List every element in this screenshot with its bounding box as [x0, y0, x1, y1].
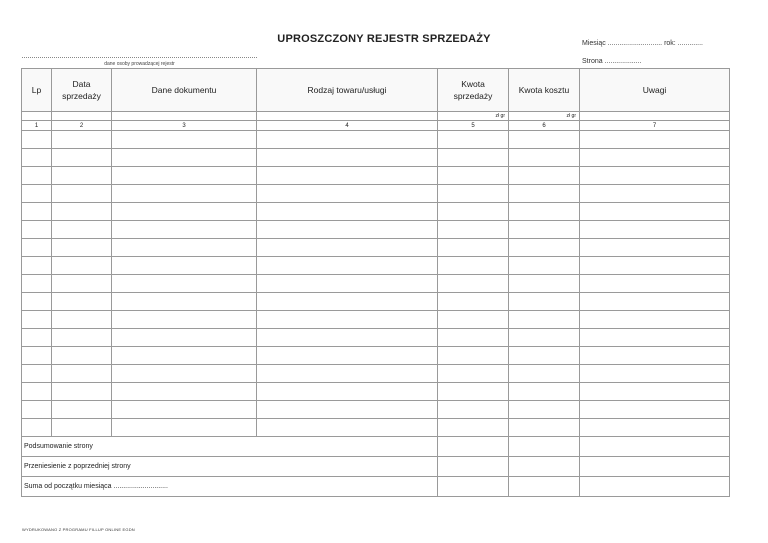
table-row [22, 383, 730, 401]
col-header-notes: Uwagi [580, 69, 730, 112]
table-row [22, 311, 730, 329]
col-header-date-line1: Data [72, 79, 91, 89]
entry-rows [22, 131, 730, 437]
entry-cell[interactable] [22, 221, 52, 239]
entry-cell[interactable] [580, 329, 730, 347]
entry-cell[interactable] [438, 203, 509, 221]
entry-cell[interactable] [22, 239, 52, 257]
entry-cell[interactable] [580, 149, 730, 167]
entry-cell[interactable] [112, 293, 257, 311]
entry-cell[interactable] [580, 293, 730, 311]
entry-cell[interactable] [52, 383, 112, 401]
entry-cell[interactable] [509, 401, 580, 419]
entry-cell[interactable] [509, 131, 580, 149]
entry-cell[interactable] [52, 311, 112, 329]
entry-cell[interactable] [438, 167, 509, 185]
entry-cell[interactable] [257, 131, 438, 149]
table-row [22, 257, 730, 275]
entry-cell[interactable] [52, 203, 112, 221]
entry-cell[interactable] [22, 131, 52, 149]
entry-cell[interactable] [580, 347, 730, 365]
entry-cell[interactable] [52, 293, 112, 311]
entry-cell[interactable] [257, 365, 438, 383]
unit-cell [52, 112, 112, 121]
entry-cell[interactable] [112, 365, 257, 383]
entry-cell[interactable] [52, 131, 112, 149]
unit-cell [580, 112, 730, 121]
entry-cell[interactable] [257, 293, 438, 311]
summary-label-month: Suma od początku miesiąca ............................ [22, 477, 438, 497]
entry-cell[interactable] [509, 257, 580, 275]
entry-cell[interactable] [257, 239, 438, 257]
summary-amount-cell[interactable] [438, 477, 509, 497]
column-number: 2 [52, 121, 112, 131]
entry-cell[interactable] [112, 329, 257, 347]
column-number: 3 [112, 121, 257, 131]
entry-cell[interactable] [257, 257, 438, 275]
summary-cost-cell[interactable] [509, 437, 580, 457]
entry-cell[interactable] [580, 221, 730, 239]
entry-cell[interactable] [509, 419, 580, 437]
entry-cell[interactable] [509, 149, 580, 167]
summary-row-page [22, 437, 730, 457]
table-row [22, 203, 730, 221]
entry-cell[interactable] [52, 239, 112, 257]
entry-cell[interactable] [112, 419, 257, 437]
entry-cell[interactable] [580, 239, 730, 257]
summary-amount-cell[interactable] [438, 437, 509, 457]
summary-label-page: Podsumowanie strony [22, 437, 438, 457]
col-header-amount [438, 69, 509, 112]
document-title: UPROSZCZONY REJESTR SPRZEDAŻY [277, 33, 491, 45]
table-row [22, 185, 730, 203]
table-row [22, 221, 730, 239]
table-row [22, 131, 730, 149]
entry-cell[interactable] [580, 257, 730, 275]
entry-cell[interactable] [438, 149, 509, 167]
entry-cell[interactable] [22, 185, 52, 203]
entry-cell[interactable] [580, 275, 730, 293]
entry-cell[interactable] [52, 221, 112, 239]
entry-cell[interactable] [257, 167, 438, 185]
entry-cell[interactable] [509, 365, 580, 383]
entry-cell[interactable] [22, 167, 52, 185]
entry-cell[interactable] [22, 401, 52, 419]
footer-note: WYDRUKOWANO Z PROGRAMU FILLUP ONLINE EGDN [22, 527, 135, 532]
unit-row [22, 112, 730, 121]
entry-cell[interactable] [112, 149, 257, 167]
entry-cell[interactable] [22, 275, 52, 293]
entry-cell[interactable] [257, 329, 438, 347]
entry-cell[interactable] [580, 365, 730, 383]
table-row [22, 149, 730, 167]
entry-cell[interactable] [438, 221, 509, 239]
unit-label-amount: zł gr [438, 112, 509, 121]
column-number-row [22, 121, 730, 131]
entry-cell[interactable] [22, 419, 52, 437]
entry-cell[interactable] [438, 329, 509, 347]
entry-cell[interactable] [509, 311, 580, 329]
entry-cell[interactable] [112, 401, 257, 419]
unit-cell [112, 112, 257, 121]
table-row [22, 239, 730, 257]
entry-cell[interactable] [509, 185, 580, 203]
entry-cell[interactable] [257, 203, 438, 221]
entry-cell[interactable] [438, 275, 509, 293]
entry-cell[interactable] [509, 221, 580, 239]
month-year-field[interactable]: Miesiąc ............................ rok: ............. [582, 40, 703, 47]
table-row [22, 419, 730, 437]
entry-cell[interactable] [52, 419, 112, 437]
entry-cell[interactable] [257, 419, 438, 437]
entry-cell[interactable] [22, 149, 52, 167]
header-row [22, 69, 730, 112]
entry-cell[interactable] [112, 311, 257, 329]
table-row [22, 329, 730, 347]
col-header-lp: Lp [22, 69, 52, 112]
summary-label-carried: Przeniesienie z poprzedniej strony [22, 457, 438, 477]
col-header-amount-line2: sprzedaży [453, 91, 493, 101]
entry-cell[interactable] [438, 185, 509, 203]
col-header-cost: Kwota kosztu [509, 69, 580, 112]
unit-label-cost: zł gr [509, 112, 580, 121]
summary-cost-cell[interactable] [509, 457, 580, 477]
unit-cell [22, 112, 52, 121]
entry-cell[interactable] [509, 347, 580, 365]
table-row [22, 347, 730, 365]
entry-cell[interactable] [22, 257, 52, 275]
table-row [22, 401, 730, 419]
column-number: 6 [509, 121, 580, 131]
entry-cell[interactable] [509, 275, 580, 293]
table-row [22, 167, 730, 185]
seller-data-line[interactable] [22, 57, 257, 58]
sales-register-table [21, 68, 730, 497]
col-header-goods: Rodzaj towaru/usługi [257, 69, 438, 112]
entry-cell[interactable] [22, 311, 52, 329]
table-row [22, 365, 730, 383]
entry-cell[interactable] [112, 383, 257, 401]
entry-cell[interactable] [580, 419, 730, 437]
entry-cell[interactable] [438, 365, 509, 383]
entry-cell[interactable] [112, 131, 257, 149]
col-header-document: Dane dokumentu [112, 69, 257, 112]
entry-cell[interactable] [22, 365, 52, 383]
entry-cell[interactable] [438, 311, 509, 329]
entry-cell[interactable] [257, 347, 438, 365]
entry-cell[interactable] [52, 347, 112, 365]
entry-cell[interactable] [257, 185, 438, 203]
entry-cell[interactable] [580, 131, 730, 149]
entry-cell[interactable] [52, 275, 112, 293]
entry-cell[interactable] [438, 383, 509, 401]
entry-cell[interactable] [509, 167, 580, 185]
entry-cell[interactable] [52, 185, 112, 203]
entry-cell[interactable] [438, 293, 509, 311]
entry-cell[interactable] [112, 347, 257, 365]
summary-row-carried [22, 457, 730, 477]
entry-cell[interactable] [438, 257, 509, 275]
entry-cell[interactable] [112, 239, 257, 257]
entry-cell[interactable] [52, 365, 112, 383]
summary-notes-cell[interactable] [580, 437, 730, 457]
entry-cell[interactable] [257, 221, 438, 239]
entry-cell[interactable] [438, 131, 509, 149]
entry-cell[interactable] [112, 221, 257, 239]
entry-cell[interactable] [52, 167, 112, 185]
entry-cell[interactable] [257, 401, 438, 419]
entry-cell[interactable] [52, 149, 112, 167]
entry-cell[interactable] [580, 203, 730, 221]
summary-row-month [22, 477, 730, 497]
col-header-date-line2: sprzedaży [62, 91, 101, 101]
entry-cell[interactable] [112, 203, 257, 221]
entry-cell[interactable] [257, 311, 438, 329]
summary-notes-cell[interactable] [580, 457, 730, 477]
entry-cell[interactable] [22, 347, 52, 365]
entry-cell[interactable] [438, 419, 509, 437]
entry-cell[interactable] [52, 401, 112, 419]
entry-cell[interactable] [52, 329, 112, 347]
summary-amount-cell[interactable] [438, 457, 509, 477]
entry-cell[interactable] [580, 311, 730, 329]
entry-cell[interactable] [509, 239, 580, 257]
entry-cell[interactable] [257, 383, 438, 401]
seller-data-label: dane osoby prowadzącej rejestr [104, 61, 175, 67]
table-row [22, 293, 730, 311]
column-number: 4 [257, 121, 438, 131]
col-header-amount-line1: Kwota [461, 79, 485, 89]
entry-cell[interactable] [112, 257, 257, 275]
entry-cell[interactable] [22, 293, 52, 311]
unit-cell [257, 112, 438, 121]
column-number: 1 [22, 121, 52, 131]
summary-cost-cell[interactable] [509, 477, 580, 497]
column-number: 7 [580, 121, 730, 131]
entry-cell[interactable] [438, 239, 509, 257]
entry-cell[interactable] [112, 275, 257, 293]
summary-notes-cell[interactable] [580, 477, 730, 497]
entry-cell[interactable] [22, 329, 52, 347]
entry-cell[interactable] [509, 329, 580, 347]
entry-cell[interactable] [580, 383, 730, 401]
col-header-date [52, 69, 112, 112]
entry-cell[interactable] [438, 401, 509, 419]
entry-cell[interactable] [509, 293, 580, 311]
entry-cell[interactable] [22, 203, 52, 221]
page-number-field[interactable]: Strona ................... [582, 58, 642, 65]
entry-cell[interactable] [22, 383, 52, 401]
column-number: 5 [438, 121, 509, 131]
entry-cell[interactable] [112, 185, 257, 203]
entry-cell[interactable] [509, 383, 580, 401]
entry-cell[interactable] [257, 149, 438, 167]
entry-cell[interactable] [438, 347, 509, 365]
entry-cell[interactable] [52, 257, 112, 275]
entry-cell[interactable] [580, 167, 730, 185]
table-row [22, 275, 730, 293]
entry-cell[interactable] [580, 185, 730, 203]
entry-cell[interactable] [112, 167, 257, 185]
entry-cell[interactable] [257, 275, 438, 293]
entry-cell[interactable] [509, 203, 580, 221]
entry-cell[interactable] [580, 401, 730, 419]
